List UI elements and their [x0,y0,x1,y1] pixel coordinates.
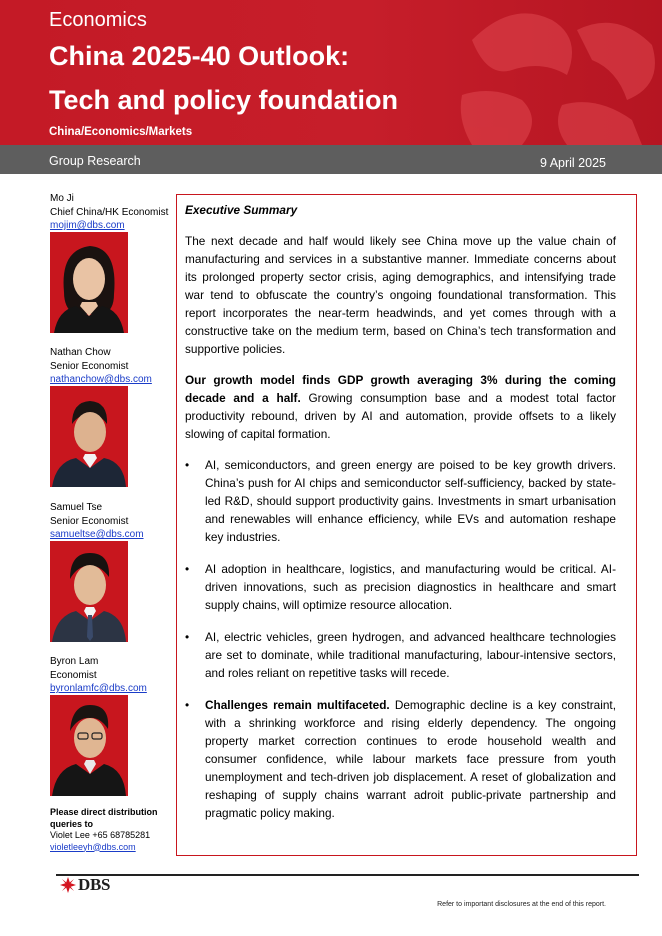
author-name: Byron Lam [50,656,99,667]
bullet-item [185,628,616,682]
author-block [50,655,175,696]
bullet-text: Demographic decline is a key constraint, with a shrinking workforce and rising elderly dependency. The ongoing property market correction continues to erode household wealth and consumer confidence, while labour markets face pressure from youth unemployment and tech-driven job displacement. A reset of globalization and reshaping of supply chains warrant adroit public-private partnership and pragmatic policy making. [205,698,616,820]
bullet-text: AI, semiconductors, and green energy are poised to be key growth drivers. China’s push for AI chips and semiconductor self-sufficiency, backed by state-led R&D, should support productivity gains. Investments in smart urbanisation and renewables will enhance efficiency, while EVs and automation reshape key industries. [205,458,616,544]
author-title: Senior Economist [50,360,129,372]
dbs-logo-text: DBS [78,875,111,894]
summary-paragraph-text: Growing consumption base and a modest total factor productivity rebound, driven by AI and automation, provide offsets to a likely slowing of capital formation. [185,391,616,441]
group-research-label: Group Research [49,154,141,168]
author-email-link[interactable]: mojim@dbs.com [50,220,125,231]
bullet-text: AI adoption in healthcare, logistics, and manufacturing would be critical. AI-driven innovations, such as precision diagnostics in healthcare and smart supply chains, will optimize resource allocation. [205,562,616,612]
author-name: Samuel Tse [50,502,103,513]
report-title-line1: China 2025-40 Outlook: [49,41,350,71]
author-block [50,346,175,387]
author-email-link[interactable]: nathanchow@dbs.com [50,374,152,385]
author-title: Senior Economist [50,515,129,527]
summary-heading: Executive Summary [185,203,298,217]
author-name: Mo Ji [50,193,74,204]
dbs-logo [60,876,110,894]
footer-divider [56,874,639,876]
distribution-email-link[interactable]: violetleeyh@dbs.com [50,841,136,852]
distribution-contact-name: Violet Lee +65 68785281 [50,830,151,840]
executive-summary-box [176,194,637,856]
bullet-item [185,696,616,822]
bullet-icon: • [185,562,190,576]
bullet-text: AI, electric vehicles, green hydrogen, and advanced healthcare technologies are set to dominate, while traditional manufacturing, labour-intensive sectors, and roles reliant on repetitive tasks will recede. [205,630,616,680]
report-tags: China/Economics/Markets [49,126,193,138]
author-title: Chief China/HK Economist [50,206,169,218]
author-block [50,192,175,233]
dbs-star-icon [60,877,76,893]
bullet-bold-lead: Challenges remain multifaceted. [205,698,390,712]
report-date: 9 April 2025 [539,156,606,170]
disclaimer-note: Refer to important disclosures at the end of this report. [437,901,606,908]
distribution-contact [50,807,175,853]
author-title: Economist [50,669,97,681]
bullet-icon: • [185,458,190,472]
bullet-item [185,456,616,546]
author-photo [50,695,128,796]
bullet-item [185,560,616,614]
author-photo [50,232,128,333]
author-photo [50,386,128,487]
author-name: Nathan Chow [50,347,111,358]
summary-bullet-list [185,456,616,822]
summary-paragraph: The next decade and half would likely see China move up the value chain of manufacturing and services in a substantive manner. Immediate concerns about its prolonged property sector crisis, aging demographics, and intensifying trade war tend to obfuscate the country’s ongoing foundational transformation. This report incorporates the near-term headwinds, and yet comes through with a constructive take on the medium term, based on China’s tech transformation and supportive policies. [185,234,616,356]
bullet-icon: • [185,698,190,712]
author-email-link[interactable]: byronlamfc@dbs.com [50,683,147,694]
summary-paragraph [185,371,616,443]
dbs-star-watermark-icon [402,0,662,145]
report-title-line2: Tech and policy foundation [49,85,398,115]
author-email-link[interactable]: samueltse@dbs.com [50,529,144,540]
bullet-icon: • [185,630,190,644]
section-label: Economics [49,9,147,31]
summary-key-finding: Our growth model finds GDP growth averaging 3% during the coming decade and a half. [185,373,616,405]
info-band [0,145,662,174]
report-header [0,0,662,145]
author-block [50,501,175,542]
distribution-heading: Please direct distribution queries to [50,807,158,829]
author-photo [50,541,128,642]
